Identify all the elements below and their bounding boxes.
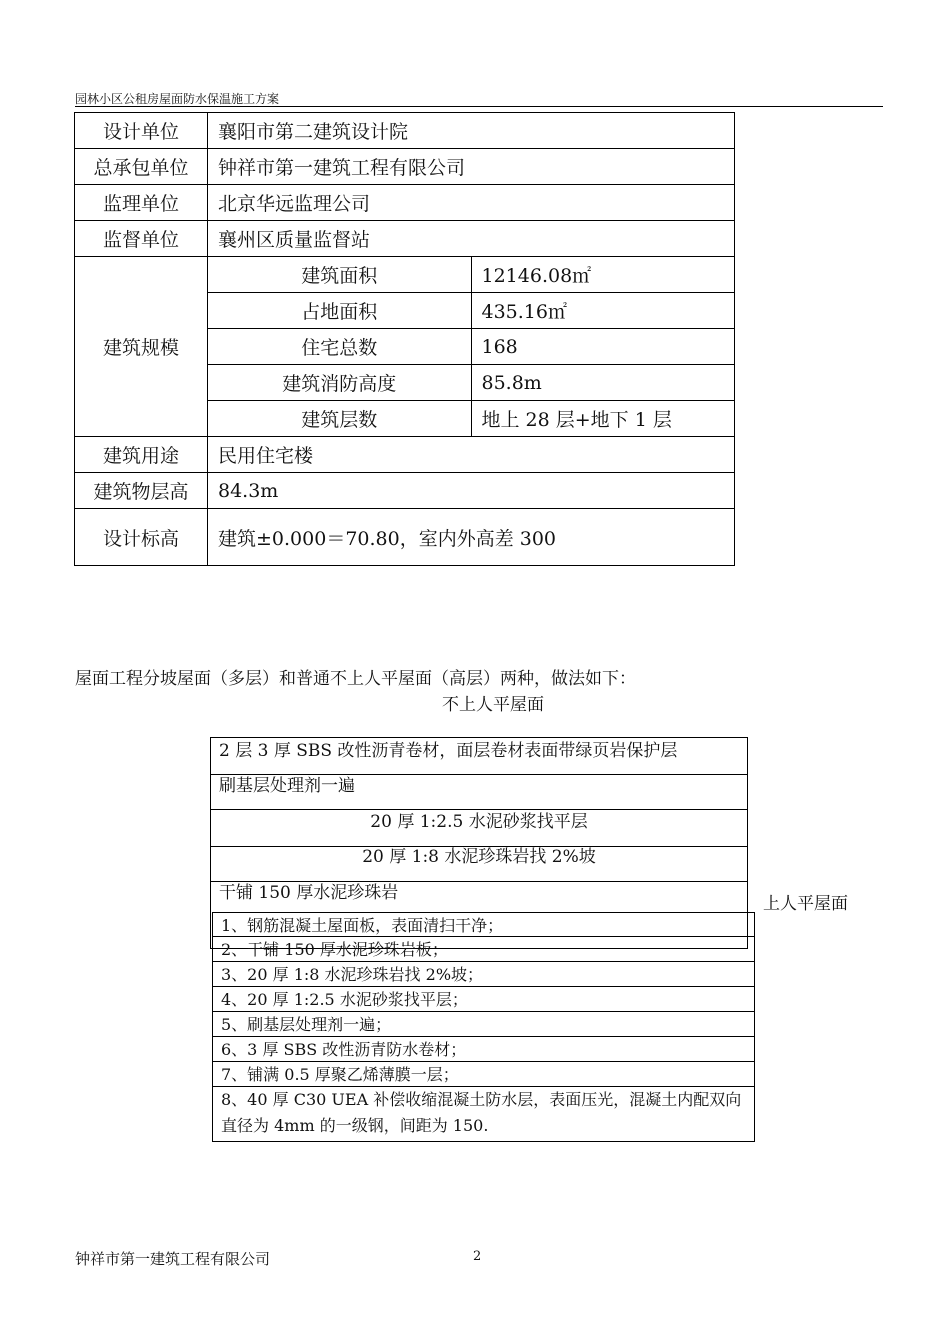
scale-row-label: 占地面积 <box>208 293 472 329</box>
page-number: 2 <box>473 1249 482 1264</box>
accessible-title: 上人平屋面 <box>763 894 848 914</box>
elevation-label: 设计标高 <box>75 509 208 566</box>
scale-row-label: 建筑层数 <box>208 401 472 437</box>
header-rule <box>75 106 883 107</box>
scale-row-label: 住宅总数 <box>208 329 472 365</box>
project-info-table <box>74 112 735 566</box>
table-row <box>75 113 735 149</box>
list-item: 8、40 厚 C30 UEA 补偿收缩混凝土防水层，表面压光，混凝土内配双向直径为 4mm 的一级钢，间距为 150. <box>212 1087 755 1142</box>
usage-label: 建筑用途 <box>75 437 208 473</box>
table-row <box>75 221 735 257</box>
general-contractor-label: 总承包单位 <box>75 149 208 185</box>
layer-box: 刷基层处理剂一遍 <box>210 774 748 810</box>
scale-row-value: 435.16㎡ <box>471 293 735 329</box>
layer-box: 干铺 150 厚水泥珍珠岩 <box>210 881 748 949</box>
oversight-unit-label: 监督单位 <box>75 221 208 257</box>
table-row <box>75 149 735 185</box>
intro-text: 屋面工程分坡屋面（多层）和普通不上人平屋面（高层）两种，做法如下： <box>75 669 636 689</box>
scale-row-value: 12146.08㎡ <box>471 257 735 293</box>
non-accessible-title: 不上人平屋面 <box>442 695 544 715</box>
list-item: 4、20 厚 1:2.5 水泥砂浆找平层； <box>212 987 755 1012</box>
list-item: 1、钢筋混凝土屋面板，表面清扫干净； <box>212 912 755 937</box>
list-item: 2、干铺 150 厚水泥珍珠岩板； <box>212 937 755 962</box>
layer-box: 20 厚 1:2.5 水泥砂浆找平层 <box>210 809 748 847</box>
height-label: 建筑物层高 <box>75 473 208 509</box>
elevation-value: 建筑±0.000＝70.80，室内外高差 300 <box>208 509 735 566</box>
scale-row-value: 168 <box>471 329 735 365</box>
general-contractor-value: 钟祥市第一建筑工程有限公司 <box>208 149 735 185</box>
list-item: 7、铺满 0.5 厚聚乙烯薄膜一层； <box>212 1062 755 1087</box>
usage-value: 民用住宅楼 <box>208 437 735 473</box>
accessible-steps <box>212 912 755 1142</box>
scale-row-label: 建筑面积 <box>208 257 472 293</box>
table-row <box>75 437 735 473</box>
scale-row-value: 地上 28 层+地下 1 层 <box>471 401 735 437</box>
supervision-unit-label: 监理单位 <box>75 185 208 221</box>
layer-box: 20 厚 1:8 水泥珍珠岩找 2%坡 <box>210 846 748 882</box>
scale-row-value: 85.8m <box>471 365 735 401</box>
scale-row-label: 建筑消防高度 <box>208 365 472 401</box>
table-row <box>75 257 735 293</box>
list-item: 3、20 厚 1:8 水泥珍珠岩找 2%坡； <box>212 962 755 987</box>
oversight-unit-value: 襄州区质量监督站 <box>208 221 735 257</box>
list-item: 6、3 厚 SBS 改性沥青防水卷材； <box>212 1037 755 1062</box>
height-value: 84.3m <box>208 473 735 509</box>
list-item: 5、刷基层处理剂一遍； <box>212 1012 755 1037</box>
design-unit-label: 设计单位 <box>75 113 208 149</box>
layer-box: 2 层 3 厚 SBS 改性沥青卷材，面层卷材表面带绿页岩保护层 <box>210 737 748 775</box>
scale-label: 建筑规模 <box>75 257 208 437</box>
table-row <box>75 473 735 509</box>
footer-company: 钟祥市第一建筑工程有限公司 <box>75 1250 271 1268</box>
supervision-unit-value: 北京华远监理公司 <box>208 185 735 221</box>
page-header: 园林小区公租房屋面防水保温施工方案 <box>75 92 280 106</box>
table-row <box>75 509 735 566</box>
table-row <box>75 185 735 221</box>
design-unit-value: 襄阳市第二建筑设计院 <box>208 113 735 149</box>
